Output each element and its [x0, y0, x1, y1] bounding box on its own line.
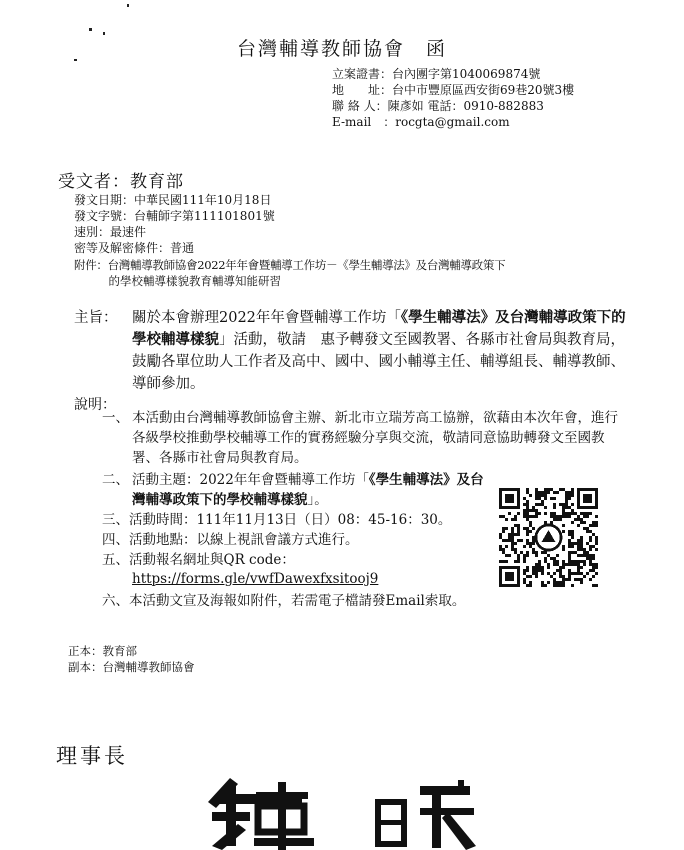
item-text: 本活動由台灣輔導教師協會主辦、新北市立瑞芳高工協辦，欲藉由本次年會，進行各級學校推動學校輔導工作的實務經驗分享與交流，敬請同意協助轉發文至國教署、各縣市社會局與教育局。 [132, 410, 618, 466]
list-item [102, 470, 492, 510]
subject-post: 」活動，敬請 惠予轉發文至國教署、各縣市社會局與教育局，鼓勵各單位助人工作者及高中、國中、國小輔導主任、輔導組長、輔導教師、導師參加。 [132, 332, 625, 392]
item-text: 活動地點：以線上視訊會議方式進行。 [129, 532, 359, 548]
item-number: 一、 [102, 410, 129, 426]
attachment-line-2: 的學校輔導樣貌教育輔導知能研習 [74, 274, 281, 288]
issue-date: 發文日期：中華民國111年10月18日 [74, 193, 272, 207]
urgency: 速別：最速件 [74, 225, 147, 239]
list-item [102, 550, 295, 570]
scan-speck [89, 28, 92, 31]
contact-person: 聯 絡 人：陳彥如 電話：0910-882883 [332, 99, 544, 113]
item-text-pre: 活動主題：2022年年會暨輔導工作坊「 [132, 472, 369, 488]
registration-number: 立案證書：台內團字第1040069874號 [332, 67, 541, 81]
item-number: 三、 [102, 512, 129, 528]
letter-title: 台灣輔導教師協會 函 [236, 38, 447, 60]
item-number: 六、 [102, 593, 129, 609]
chairman-signature-seal [208, 772, 478, 850]
item-highlight: 《學生輔導法》及台灣輔導政策下的學校輔導樣貌 [132, 472, 484, 508]
list-item [102, 591, 465, 611]
list-item [102, 510, 451, 530]
address: 地 址：台中市豐原區西安街69巷20號3樓 [332, 83, 575, 97]
subject-label: 主旨： [74, 310, 118, 326]
original-recipient: 正本：教育部 [68, 644, 137, 658]
subject-paragraph [74, 307, 634, 395]
item-text: 本活動文宣及海報如附件，若需電子檔請發Email索取。 [129, 593, 466, 609]
signature-title: 理事長 [56, 744, 128, 768]
explanation-label: 說明： [74, 397, 116, 413]
subject-highlight: 《學生輔導法》及台灣輔導政策下的學校輔導樣貌 [132, 309, 626, 348]
item-number: 五、 [102, 552, 129, 568]
registration-link[interactable]: https://forms.gle/vwfDawexfxsitooj9 [132, 571, 379, 587]
item-number: 二、 [102, 472, 129, 488]
email: E-mail ：rocgta@gmail.com [332, 115, 510, 129]
subject-pre: 關於本會辦理2022年年會暨輔導工作坊「 [132, 310, 401, 326]
classification: 密等及解密條件：普通 [74, 241, 195, 255]
item-text: 活動報名網址與QR code： [129, 552, 295, 568]
qr-code[interactable] [499, 488, 598, 587]
item-text: 活動時間：111年11月13日（日）08：45-16：30。 [129, 512, 452, 528]
copy-recipient: 副本：台灣輔導教師協會 [68, 660, 195, 674]
list-item [102, 408, 622, 468]
recipient: 受文者：教育部 [58, 172, 184, 192]
item-number: 四、 [102, 532, 129, 548]
item-text-post: 」。 [307, 492, 328, 508]
document-number: 發文字號：台輔師字第111101801號 [74, 209, 275, 223]
attachment-line-1: 附件：台灣輔導教師協會2022年年會暨輔導工作坊－《學生輔導法》及台灣輔導政策下 [74, 258, 506, 272]
list-item [102, 530, 359, 550]
scan-speck [127, 4, 129, 7]
